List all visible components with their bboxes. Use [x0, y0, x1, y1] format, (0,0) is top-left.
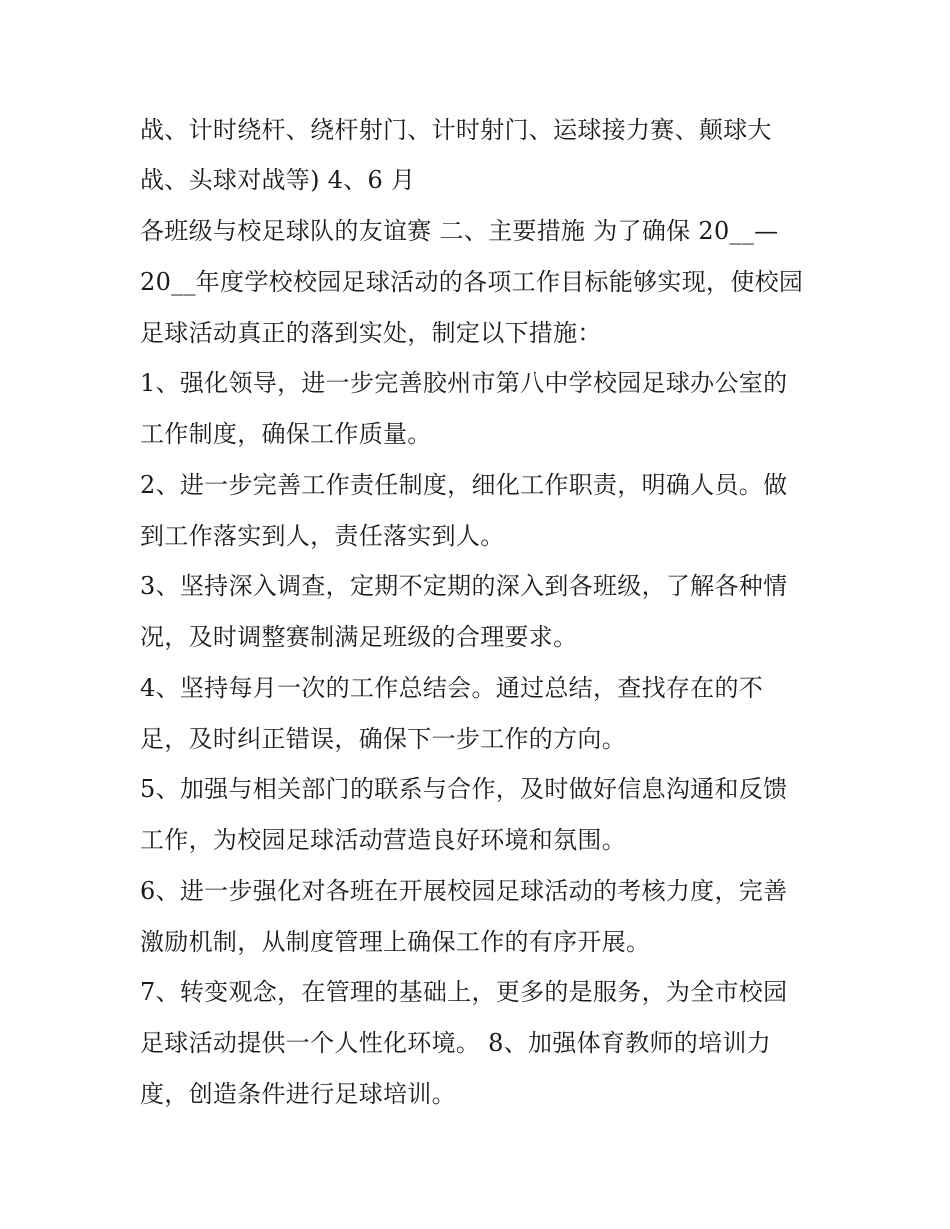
- text-line: 各班级与校足球队的友谊赛 二、主要措施 为了确保 20__—: [140, 217, 779, 245]
- text-line: 战、头球对战等) 4、6 月: [140, 166, 416, 194]
- text-line: 战、计时绕杆、绕杆射门、计时射门、运球接力赛、颠球大: [140, 116, 772, 144]
- text-line: 况，及时调整赛制满足班级的合理要求。: [140, 623, 578, 651]
- text-line: 足球活动提供一个人性化环境。 8、加强体育教师的培训力: [140, 1029, 771, 1057]
- text-line: 足球活动真正的落到实处，制定以下措施：: [140, 319, 602, 347]
- text-line: 工作，为校园足球活动营造良好环境和氛围。: [140, 826, 626, 854]
- text-line: 3、坚持深入调查，定期不定期的深入到各班级，了解各种情: [140, 572, 788, 600]
- text-line: 到工作落实到人，责任落实到人。: [140, 522, 505, 550]
- text-line: 7、转变观念，在管理的基础上，更多的是服务，为全市校园: [140, 978, 788, 1006]
- text-line: 工作制度，确保工作质量。: [140, 420, 432, 448]
- text-line: 激励机制，从制度管理上确保工作的有序开展。: [140, 928, 651, 956]
- text-line: 度，创造条件进行足球培训。: [140, 1080, 456, 1108]
- text-line: 足，及时纠正错误，确保下一步工作的方向。: [140, 725, 626, 753]
- text-line: 6、进一步强化对各班在开展校园足球活动的考核力度，完善: [140, 877, 788, 905]
- text-line: 4、坚持每月一次的工作总结会。通过总结，查找存在的不: [140, 674, 764, 702]
- text-line: 2、进一步完善工作责任制度，细化工作职责，明确人员。做: [140, 471, 788, 499]
- text-line: 5、加强与相关部门的联系与合作，及时做好信息沟通和反馈: [140, 775, 788, 803]
- text-line: 1、强化领导，进一步完善胶州市第八中学校园足球办公室的: [140, 369, 788, 397]
- text-line: 20__年度学校校园足球活动的各项工作目标能够实现，使校园: [140, 268, 804, 296]
